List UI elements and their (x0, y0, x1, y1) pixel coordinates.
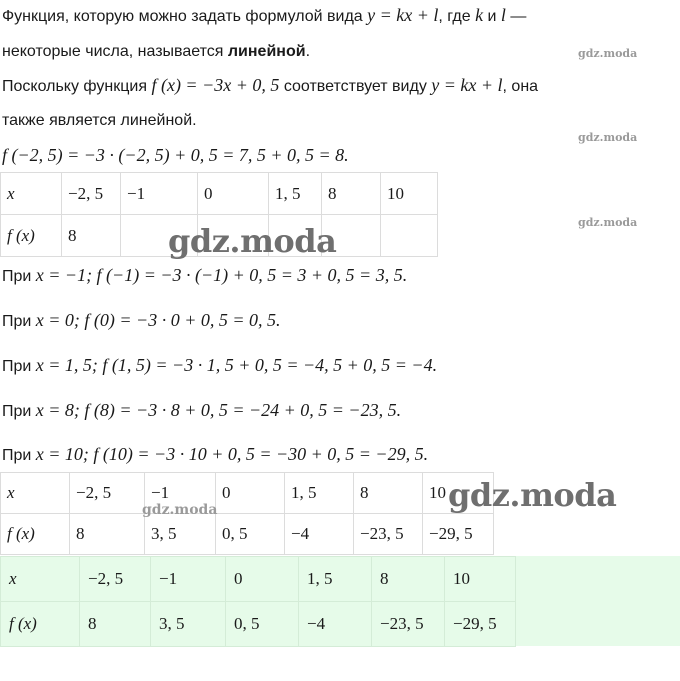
table-cell: −29, 5 (445, 602, 516, 647)
value-table-filled (0, 472, 494, 555)
watermark-text: gdz.moda (578, 216, 638, 229)
text: некоторые числа, называется (2, 43, 228, 60)
table-cell: x (1, 473, 70, 514)
step-line (2, 443, 428, 467)
table-row (1, 557, 516, 602)
watermark-text: gdz.moda (578, 131, 638, 144)
intro-line-1 (2, 4, 526, 28)
table-cell: 8 (354, 473, 423, 514)
table-cell: f (x) (1, 602, 80, 647)
step-line (2, 264, 407, 288)
table-cell: 3, 5 (151, 602, 226, 647)
text: При (2, 313, 36, 330)
text: Поскольку функция (2, 78, 152, 95)
formula: x = −1; f (−1) = −3 · (−1) + 0, 5 = 3 + 0, 5 = 3, 5. (35, 265, 408, 285)
table-cell: 0, 5 (226, 602, 299, 647)
step-line (2, 354, 437, 378)
text: При (2, 403, 36, 420)
table-cell: −2, 5 (80, 557, 151, 602)
text: и (483, 8, 501, 25)
table-cell: −29, 5 (423, 514, 494, 555)
text: При (2, 358, 36, 375)
table-row (1, 602, 516, 647)
table-cell (381, 215, 438, 257)
table-cell: −2, 5 (70, 473, 145, 514)
table-cell: −4 (299, 602, 372, 647)
table-cell: 10 (423, 473, 494, 514)
watermark-text: gdz.moda (578, 47, 638, 60)
table-cell: x (1, 173, 62, 215)
text: соответствует виду (279, 78, 432, 95)
table-cell: 0 (226, 557, 299, 602)
table-cell: 1, 5 (269, 173, 322, 215)
text: При (2, 447, 36, 464)
text: , она (502, 78, 539, 95)
answer-block (0, 556, 680, 646)
computation-line: f (−2, 5) = −3 · (−2, 5) + 0, 5 = 7, 5 + 0, 5 = 8. (2, 145, 349, 165)
text: При (2, 268, 36, 285)
table-cell: 0 (198, 173, 269, 215)
text: , где (438, 8, 476, 25)
step-line (2, 399, 401, 423)
table-cell: 8 (372, 557, 445, 602)
text: — (505, 8, 527, 25)
value-table-answer (0, 556, 516, 647)
table-cell: x (1, 557, 80, 602)
intro-line-3 (2, 74, 538, 98)
watermark-logo: gdz.moda (448, 476, 617, 514)
table-cell: 8 (322, 173, 381, 215)
formula-f: f (x) = −3x + 0, 5 (151, 75, 280, 95)
table-cell: 0, 5 (216, 514, 285, 555)
table-cell: 1, 5 (285, 473, 354, 514)
table-cell: −23, 5 (354, 514, 423, 555)
table-cell: −23, 5 (372, 602, 445, 647)
step-line (2, 309, 281, 333)
watermark-logo: gdz.moda (168, 222, 337, 260)
table-cell: f (x) (1, 215, 62, 257)
table-cell: 8 (70, 514, 145, 555)
formula-linear: y = kx + l (431, 75, 503, 95)
table-cell: 0 (216, 473, 285, 514)
table-cell: 10 (381, 173, 438, 215)
formula: x = 10; f (10) = −3 · 10 + 0, 5 = −30 + 0, 5 = −29, 5. (35, 444, 429, 464)
table-cell: 3, 5 (145, 514, 216, 555)
term-linear: линейной (227, 43, 306, 60)
var-k: k (475, 5, 484, 25)
table-cell: 8 (62, 215, 121, 257)
formula-linear: y = kx + l (367, 5, 439, 25)
table-cell: −1 (121, 173, 198, 215)
table-cell: 10 (445, 557, 516, 602)
formula: x = 1, 5; f (1, 5) = −3 · 1, 5 + 0, 5 = −4, 5 + 0, 5 = −4. (35, 355, 438, 375)
table-cell: −4 (285, 514, 354, 555)
formula: x = 8; f (8) = −3 · 8 + 0, 5 = −24 + 0, 5 = −23, 5. (35, 400, 402, 420)
table-cell: −1 (145, 473, 216, 514)
table-row (1, 473, 494, 514)
table-cell: 1, 5 (299, 557, 372, 602)
table-cell: f (x) (1, 514, 70, 555)
table-cell: −1 (151, 557, 226, 602)
table-cell: −2, 5 (62, 173, 121, 215)
table-row (1, 173, 438, 215)
intro-line-2 (2, 41, 310, 63)
intro-line-4: также является линейной. (2, 112, 197, 129)
watermark-text: gdz.moda (142, 502, 218, 518)
var-l: l (500, 5, 506, 25)
text: . (305, 43, 311, 60)
table-row (1, 514, 494, 555)
text: Функция, которую можно задать формулой вида (2, 8, 368, 25)
table-cell: 8 (80, 602, 151, 647)
formula: x = 0; f (0) = −3 · 0 + 0, 5 = 0, 5. (35, 310, 281, 330)
